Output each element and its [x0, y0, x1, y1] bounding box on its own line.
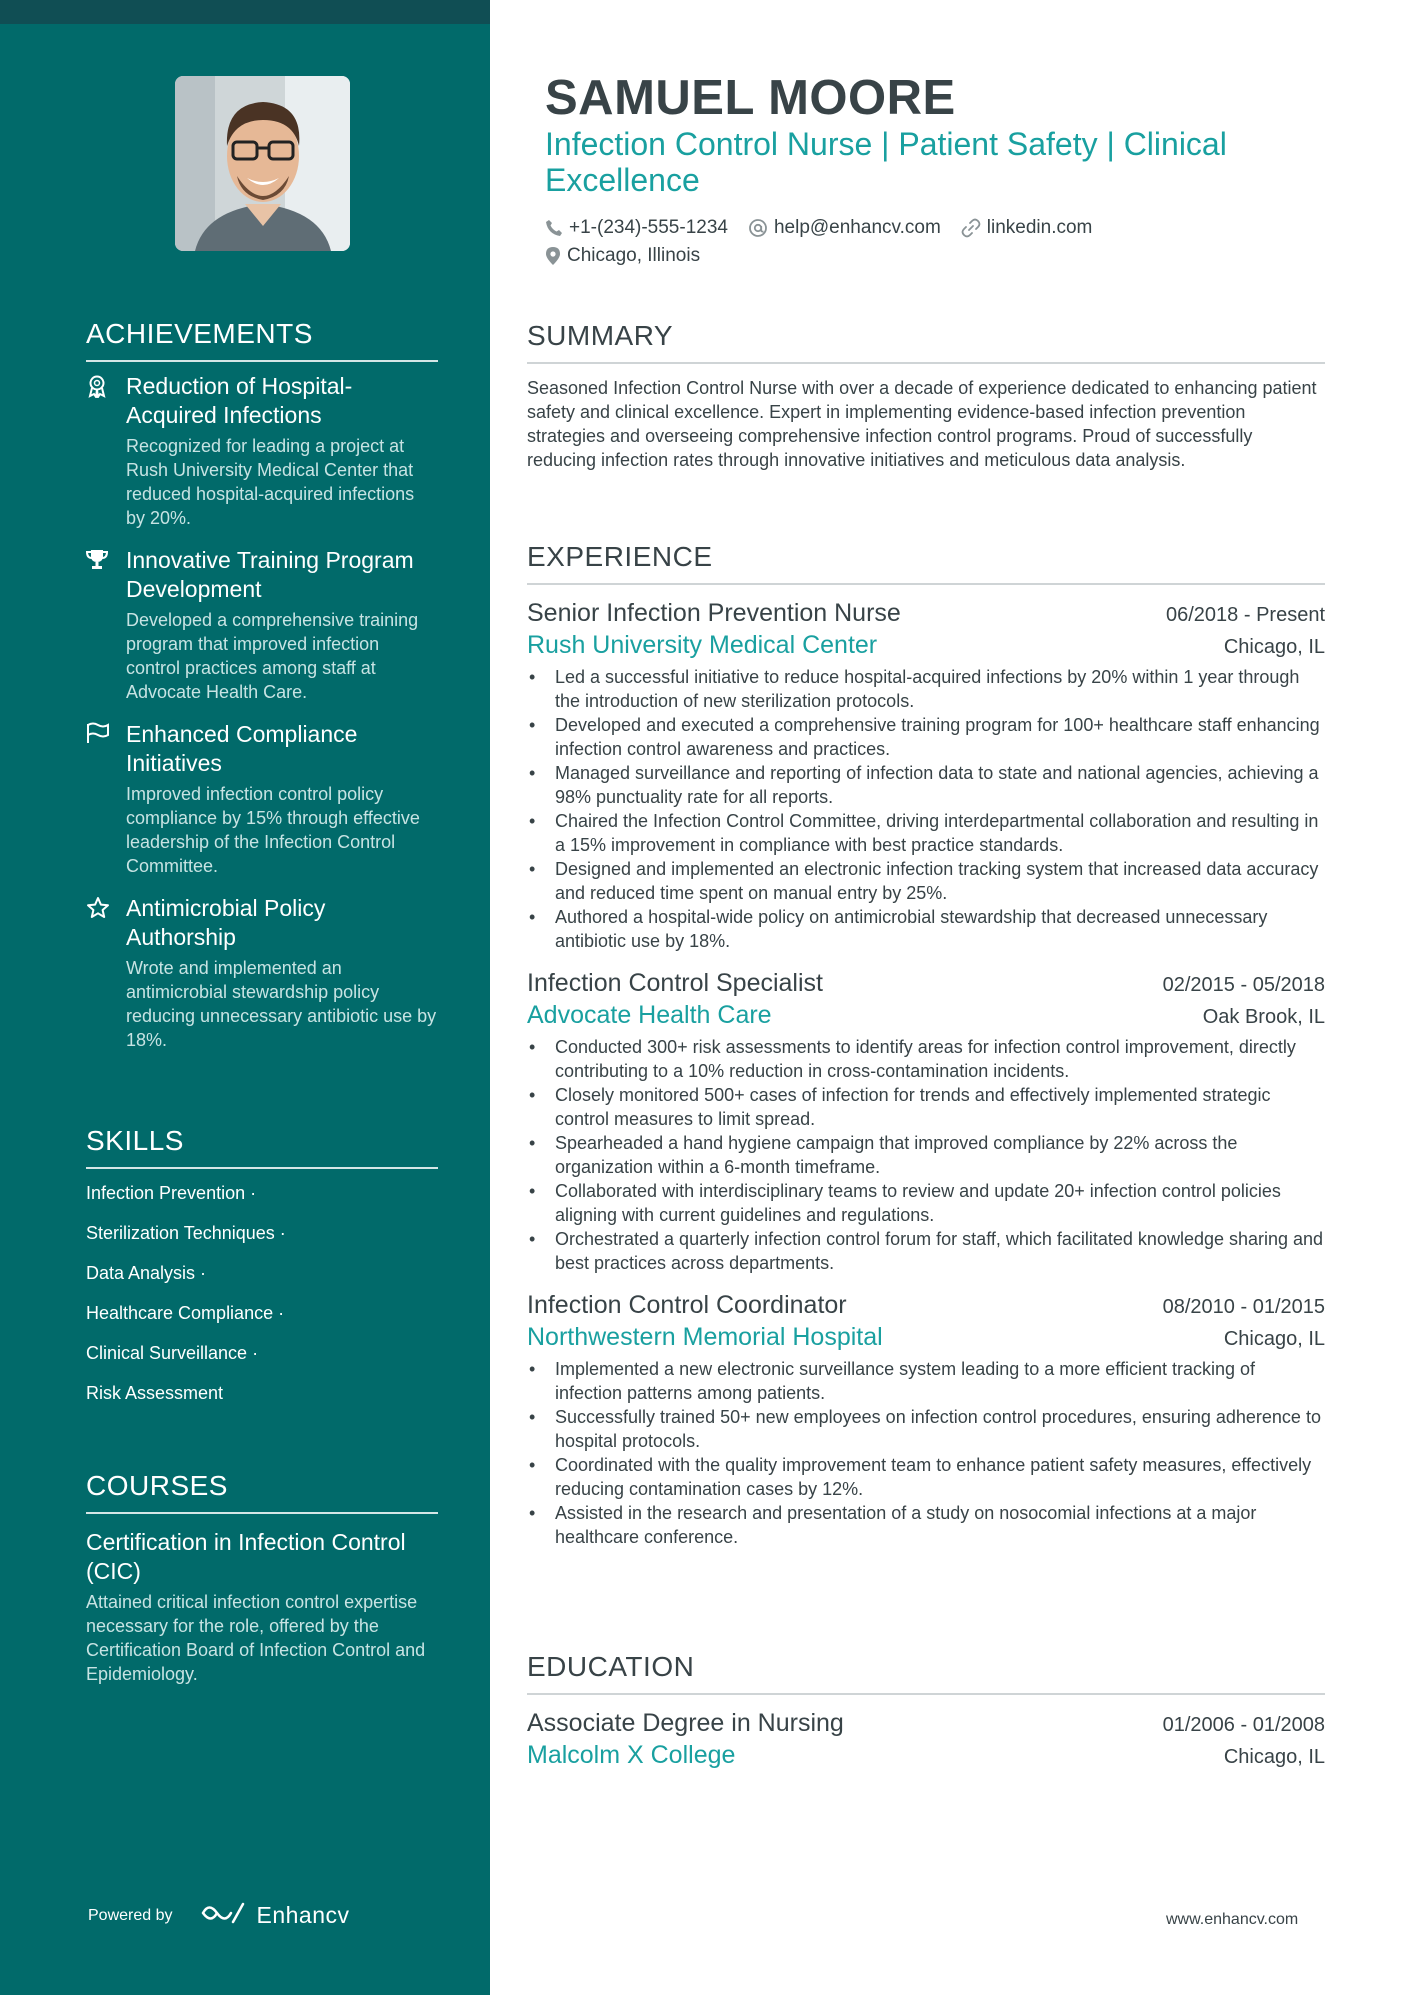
bullet-item: • Designed and implemented an electronic infection tracking system that increased data accuracy and reduced time spent on manual entry by 25%. [527, 857, 1325, 905]
bullet-item: • Led a successful initiative to reduce hospital-acquired infections by 20% within 1 year through the introduction of new sterilization protocols. [527, 665, 1325, 713]
location-contact [545, 245, 700, 267]
bullet-item: • Chaired the Infection Control Committee, driving interdepartmental collaboration and resulting in a 15% improvement in compliance with best practice standards. [527, 809, 1325, 857]
candidate-name: SAMUEL MOORE [545, 71, 956, 125]
job-dates: 08/2010 - 01/2015 [1162, 1296, 1325, 1318]
job-dates: 06/2018 - Present [1166, 604, 1325, 626]
job-location: Chicago, IL [1223, 1328, 1325, 1350]
job-bullets [527, 665, 1325, 953]
education-heading: EDUCATION [527, 1651, 1325, 1695]
phone-contact[interactable] [545, 217, 728, 239]
award-icon [86, 374, 110, 398]
bullet-item: • Authored a hospital-wide policy on antimicrobial stewardship that decreased unnecessary antibiotic use by 18%. [527, 905, 1325, 953]
email-text: help@enhancv.com [773, 217, 941, 238]
powered-by-label: Powered by [88, 1906, 173, 1924]
sidebar-top-bar [0, 0, 490, 24]
job-dates: 02/2015 - 05/2018 [1162, 974, 1325, 996]
achievement-desc: Improved infection control policy compliance by 15% through effective leadership of the Infection Control Committee. [126, 784, 420, 876]
summary-text: Seasoned Infection Control Nurse with over a decade of experience dedicated to enhancing patient safety and clinical excellence. Expert in implementing evidence-based infection prevention strategies and overseeing comprehensive infection control programs. Proud of successfully reducing infection rates through innovative initiatives and meticulous data analysis. [527, 378, 1317, 470]
footer-url[interactable]: www.enhancv.com [1166, 1911, 1299, 1928]
summary-section [527, 320, 1325, 472]
bullet-item: • Implemented a new electronic surveillance system leading to a more efficient tracking of infection patterns among patients. [527, 1357, 1325, 1405]
linkedin-contact[interactable] [961, 217, 1093, 239]
school-name: Malcolm X College [527, 1741, 736, 1769]
course-title: Certification in Infection Control (CIC) [86, 1529, 406, 1584]
job-location: Chicago, IL [1223, 636, 1325, 658]
education-dates: 01/2006 - 01/2008 [1162, 1714, 1325, 1736]
link-icon [961, 218, 981, 238]
linkedin-text: linkedin.com [986, 217, 1093, 238]
job-bullets [527, 1357, 1325, 1549]
skill-item: Sterilization Techniques · [86, 1223, 286, 1243]
bullet-item: • Coordinated with the quality improvement team to enhance patient safety measures, effectively reducing contamination cases by 12%. [527, 1453, 1325, 1501]
enhancv-logo-icon [199, 1900, 247, 1931]
achievement-item [86, 720, 438, 878]
achievements-section [86, 318, 438, 1068]
skills-heading: SKILLS [86, 1125, 438, 1169]
summary-heading: SUMMARY [527, 320, 1325, 364]
location-pin-icon [545, 246, 561, 266]
bullet-item: • Successfully trained 50+ new employees on infection control procedures, ensuring adherence to hospital protocols. [527, 1405, 1325, 1453]
course-desc: Attained critical infection control expertise necessary for the role, offered by the Certification Board of Infection Control and Epidemiology. [86, 1592, 426, 1684]
skill-item: Healthcare Compliance · [86, 1303, 285, 1323]
job-company: Rush University Medical Center [527, 631, 878, 659]
achievement-title: Innovative Training Program Development [126, 547, 414, 602]
degree-title: Associate Degree in Nursing [527, 1709, 844, 1737]
education-location: Chicago, IL [1223, 1746, 1325, 1768]
achievement-desc: Recognized for leading a project at Rush University Medical Center that reduced hospital-acquired infections by 20%. [126, 436, 415, 528]
skill-item: Risk Assessment [86, 1383, 224, 1403]
achievements-heading: ACHIEVEMENTS [86, 318, 438, 362]
bullet-item: • Developed and executed a comprehensive training program for 100+ healthcare staff enhancing infection control awareness and practices. [527, 713, 1325, 761]
profile-photo [175, 76, 350, 251]
job-bullets [527, 1035, 1325, 1275]
bullet-item: • Conducted 300+ risk assessments to identify areas for infection control improvement, directly contributing to a 10% reduction in cross-contamination incidents. [527, 1035, 1325, 1083]
achievement-item [86, 372, 438, 530]
bullet-item: • Collaborated with interdisciplinary teams to review and update 20+ infection control policies aligning with current guidelines and regulations. [527, 1179, 1325, 1227]
education-section [527, 1651, 1325, 1785]
experience-heading: EXPERIENCE [527, 541, 1325, 585]
achievement-title: Enhanced Compliance Initiatives [126, 721, 358, 776]
phone-icon [545, 219, 563, 237]
skill-item: Infection Prevention · [86, 1183, 257, 1203]
email-contact[interactable] [748, 217, 941, 239]
achievement-item [86, 894, 438, 1052]
job-company: Northwestern Memorial Hospital [527, 1323, 883, 1351]
courses-heading: COURSES [86, 1470, 438, 1514]
achievement-title: Antimicrobial Policy Authorship [126, 895, 326, 950]
skill-item: Data Analysis · [86, 1263, 207, 1283]
powered-by [88, 1900, 350, 1931]
skills-section [86, 1125, 438, 1421]
bullet-item: • Spearheaded a hand hygiene campaign that improved compliance by 22% across the organization within a 6-month timeframe. [527, 1131, 1325, 1179]
phone-text: +1-(234)-555-1234 [569, 217, 728, 238]
trophy-icon [86, 548, 110, 572]
achievement-desc: Wrote and implemented an antimicrobial stewardship policy reducing unnecessary antibiotic use by 18%. [126, 958, 437, 1050]
achievement-desc: Developed a comprehensive training program that improved infection control practices among staff at Advocate Health Care. [126, 610, 419, 702]
job-title: Infection Control Coordinator [527, 1291, 847, 1319]
education-entry [527, 1707, 1325, 1771]
brand-name: Enhancv [256, 1902, 350, 1928]
candidate-tagline: Infection Control Nurse | Patient Safety | Clinical Excellence [545, 126, 1227, 198]
courses-section [86, 1470, 438, 1686]
contact-info [545, 214, 1112, 270]
job-entry [527, 967, 1325, 1275]
sidebar [0, 0, 490, 1995]
job-location: Oak Brook, IL [1202, 1006, 1325, 1028]
flag-icon [86, 722, 110, 746]
job-company: Advocate Health Care [527, 1001, 772, 1029]
job-title: Senior Infection Prevention Nurse [527, 599, 901, 627]
bullet-item: • Orchestrated a quarterly infection control forum for staff, which facilitated knowledge sharing and best practices across departments. [527, 1227, 1325, 1275]
bullet-item: • Closely monitored 500+ cases of infection for trends and effectively implemented strategic control measures to limit spread. [527, 1083, 1325, 1131]
job-entry [527, 1289, 1325, 1549]
achievement-title: Reduction of Hospital-Acquired Infections [126, 373, 353, 428]
star-icon [86, 896, 110, 920]
skill-item: Clinical Surveillance · [86, 1343, 259, 1363]
job-entry [527, 597, 1325, 953]
bullet-item: • Managed surveillance and reporting of infection data to state and national agencies, achieving a 98% punctuality rate for all reports. [527, 761, 1325, 809]
job-title: Infection Control Specialist [527, 969, 823, 997]
bullet-item: • Assisted in the research and presentation of a study on nosocomial infections at a major healthcare conference. [527, 1501, 1325, 1549]
location-text: Chicago, Illinois [567, 245, 701, 266]
at-icon [748, 218, 768, 238]
achievement-item [86, 546, 438, 704]
experience-section [527, 541, 1325, 1563]
